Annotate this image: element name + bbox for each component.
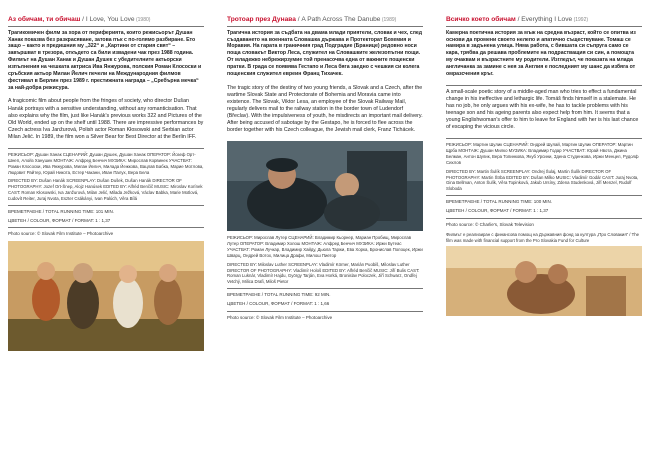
photo-source: Photo source: © Slovak Film Institute – Photoarchive bbox=[227, 314, 333, 320]
film-format: ЦВЕТЕН / COLOUR, ФОРМАТ / FORMAT: 1 : 1,66 bbox=[227, 301, 330, 307]
divider bbox=[227, 311, 423, 312]
synopsis-en: The tragic story of the destiny of two young friends, a Slovak and a Czech, after the wartime Slovak State and Protectorate of Bohemia and Moravia came into existence. The Slovak, Viktor Lesa, an employee of the Slovak Railway Mail, regularly delivers mail to the railway station in the border town of Ludendorf (Břeclav). With the impulsiveness of youth, he misdirects an important mail delivery. After being accused of sabotage by the Gestapo, he is forced to flee across the border together with his Czech colleague, the Jewish mail clerk, Franz Tichácek. bbox=[227, 84, 423, 134]
credits-en: DIRECTED BY: Martin Šulík SCREENPLAY: Ondrej Šulaj, Martin Šulík DIRECTOR OF PHOTOGRAPHY: Martin Štrba EDITED BY: Dušan Milko MUSIC: Vladimír Godár CAST: Juraj Nvota, Gina Bellman, Anton Šulík, Věra Topinková, Jakub Ursíny, Zdena Studenková, Jiří Menzel, Rudolf Sloboda bbox=[446, 168, 639, 192]
running-time: ВРЕМЕТРАЕНЕ / TOTAL RUNNING TIME: 101 MIN. bbox=[8, 208, 115, 214]
divider bbox=[8, 227, 204, 228]
film-title bbox=[227, 16, 423, 24]
divider bbox=[446, 195, 642, 196]
running-time: ВРЕМЕТРАЕНЕ / TOTAL RUNNING TIME: 92 MIN. bbox=[227, 292, 331, 298]
film-still-photo bbox=[8, 241, 204, 351]
film-still-image bbox=[8, 241, 204, 351]
divider bbox=[446, 138, 642, 139]
film-column-3 bbox=[446, 8, 642, 446]
film-year: (1989) bbox=[380, 17, 397, 23]
title-bg: Всичко което обичам bbox=[446, 16, 516, 23]
film-still-photo bbox=[446, 246, 642, 316]
divider bbox=[446, 85, 642, 86]
divider bbox=[8, 205, 204, 206]
film-column-1 bbox=[8, 8, 204, 446]
divider bbox=[446, 218, 642, 219]
credits-bg: РЕЖИСЬОР: Мартин Шулик СЦЕНАРИЙ: Ондрей Шулай, Мартин Шулик ОПЕРАТОР: Мартин Щрба МОНТАЖ: Душан Милко МУЗИКА: Владимир Годар УЧАСТВАТ: Юрай Нвота, Джина Белман, Антон Шулик, Вера Топинкова, Якуб Урсини, Здена Студенкова, Иржи Менцел, Рудолф Сихлов bbox=[446, 142, 639, 165]
synopsis-bg: Камерна поетична история за мъж на средна възраст, който се опитва из основи да промени своето нелепо и апатично съществуване. Томаш се намира в задънена улица. Няма работа, с бившата си съпруга само се кара, трябва да решава проблемите на подрастващия си син, а помощта му очаквам и възрастните му родители. Изгледът, че показата на млада англичанка за замине с нея за Англия е последният му шанс да избяга от омразсчения кръг. bbox=[446, 29, 636, 77]
credits-bg: РЕЖИСЬОР: Мирослав Лутер СЦЕНАРИЙ: Владимир Кьорнер, Мариан Пробищ, Мирослав Лутер ОПЕРАТОР: Владимир Холош МОНТАЖ: Алфред Бенчич МУЗИКА: Иржи Бутеас УЧАСТВАТ: Роман Лучкар, Владимир Хайду, Дьюла Таржи, Ева Хорка, Бронислав Полоцек, Иржи Шварц, Ондрей Вотох, Милица Драфи, Милош Пиетор bbox=[227, 235, 423, 258]
credits-en: DIRECTED BY: Miloslav Luther SCREENPLAY: Vladimír Körner, Marián Puobiš, Miloslav Luther DIRECTOR OF PHOTOGRAPHY: Vladimír Hološ EDITED BY: Alfréd Benčič MUSIC: Jiří Bulis CAST: Roman Luknár, Vladimír Hajdu, György Tarján, Eva Horká, Bronislav Poloczek, Jiří Schwarz, Ondřej Vetchý, Milica Drafi, Miloš Pietor bbox=[227, 261, 420, 285]
credits-bg: РЕЖИСЬОР: Душан Ханак СЦЕНАРИЙ: Душан Душек, Душан Ханак ОПЕРАТОР: Йозеф Орт-Шнеп, Алойз Ханушек МОНТАЖ: Алфред Бенчич МУЗИКА: Мирослав Корвинек УЧАСТВАТ: Роман Клососки, Ива Янжурова, Милан Йелич, Милада Йежкова, Вацлав Бабка, Мариe Мотлова, Людовит Райтер, Юрай Никота, Естер Чакани, Иван Палух, Вера Бела bbox=[8, 152, 204, 175]
synopsis-en: A small-scale poetic story of a middle-aged man who tries to effect a fundamental change in his ineffective and lethargic life. Tomáš finds himself in a stalemate. He has no job, he only argues with his ex-wife, he has to tackle problems with his teenage son and his ageing parents also expect help from him. It seems that a young Englishwoman's offer to him to leave for England with her is his last chance of escaping the vicious circle. bbox=[446, 88, 639, 131]
title-en: / A Path Across The Danube bbox=[295, 16, 381, 23]
film-year: (1980) bbox=[134, 17, 151, 23]
title-bg: Аз обичам, ти обичаш bbox=[8, 16, 81, 23]
credits-en: DIRECTED BY: Dušan Hanák SCREENPLAY: Dušan Dušek, Dušan Hanák DIRECTOR OF PHOTOGRAPHY: Jozef Ort-Šnep, Alojz Hanúsek EDITED BY: Alfréd Benčič MUSIC: Miroslav Korínek CAST: Roman Kłosowski, Iva Janžurová, Milan Jelić, Milada Ježková, Václav Babka, Marie Motlová, Ľudovít Reiter, Juraj Nvota, Eszter Csákányi, Ivan Palúch, Věra Bílá bbox=[8, 178, 203, 201]
film-format: ЦВЕТЕН / COLOUR, ФОРМАТ / FORMAT: 1 : 1,37 bbox=[446, 208, 549, 214]
divider bbox=[8, 26, 204, 27]
synopsis-bg: Трагична история за съдбата на двама млади приятели, словак и чех, след създаването на военната Словашка държава и Протекторат Бохемия и Моравия. На гарата в граничния град Подградие (Бранице) редовно носи поща словакът Виктор Леса, служител на Словашките железопътни пощи. От младежко небрежирзумие той пренасочва една от важните пощенски пратки. В града се появява Гестапо и Леса бяга заедно с чешкия си колега пощенския служител евреин Франц Тихачек. bbox=[227, 29, 423, 77]
title-en: / Everything I Love bbox=[515, 16, 573, 23]
film-column-2 bbox=[227, 8, 423, 446]
divider bbox=[446, 26, 642, 27]
film-still-image bbox=[446, 246, 642, 316]
film-year: (1992) bbox=[572, 17, 589, 23]
divider bbox=[227, 26, 423, 27]
film-title bbox=[446, 16, 642, 24]
divider bbox=[8, 148, 204, 149]
synopsis-en: A tragicomic film about people from the fringes of society, who director Dušan Hanák portrays with a sensitive understanding, without any romanticisation. That also explains why the film, just like Hanák's previous works 322 and Pictures of the Old World, ended up on the shelf until 1988. There are impressive performances by Czech actress Iva Janžurová, Polish actor Roman Kłosowski and Serbian actor Milan Jelić. In 1989, the film won a Silver Bear for Best Director at the Berlin IFF. bbox=[8, 98, 204, 140]
photo-source: Photo source: © Slovak Film Institute – Photoarchive bbox=[8, 231, 114, 237]
running-time: ВРЕМЕТРАЕНЕ / TOTAL RUNNING TIME: 100 MIN. bbox=[446, 199, 553, 205]
synopsis-bg: Трагикомичен филм за хора от периферията, които режисьорът Душан Ханак показва без разкрасяване, затова пък с по-голямо разбиране. Ето защо – както и предишния му „322“ и „Картини от стария свят“ – завършват в трезора, откъдето са били извадени чак през 1988 година. Филмът на Душан Ханак и Душан Душек с убедителните актьорски изпълнения на чешката актриса Ива Янжурова, полския Роман Клососки и сръбския актьор Милан Йелич печели на Международния филмов фестивал в Берлин през 1989 г. престижната награда – „Сребърна мечка“ за най-добра режисура. bbox=[8, 29, 202, 91]
film-format: ЦВЕТЕН / COLOUR, ФОРМАТ / FORMAT: 1 : 1,37 bbox=[8, 218, 111, 224]
film-title bbox=[8, 16, 204, 24]
film-still-photo bbox=[227, 141, 423, 231]
film-still-image bbox=[227, 141, 423, 231]
title-en: / I Love, You Love bbox=[80, 16, 135, 23]
funding-note: Филмът е реализиран с финансова помощ на Държавния фонд за култура „Про Словакия“ / The film was made with financial support from the Pro Slovakia Fund for Culture bbox=[446, 231, 640, 243]
photo-source: Photo source: © Charlie's, Slovak Television bbox=[446, 221, 534, 227]
divider bbox=[227, 288, 423, 289]
title-bg: Тротоар през Дунава bbox=[227, 16, 296, 23]
